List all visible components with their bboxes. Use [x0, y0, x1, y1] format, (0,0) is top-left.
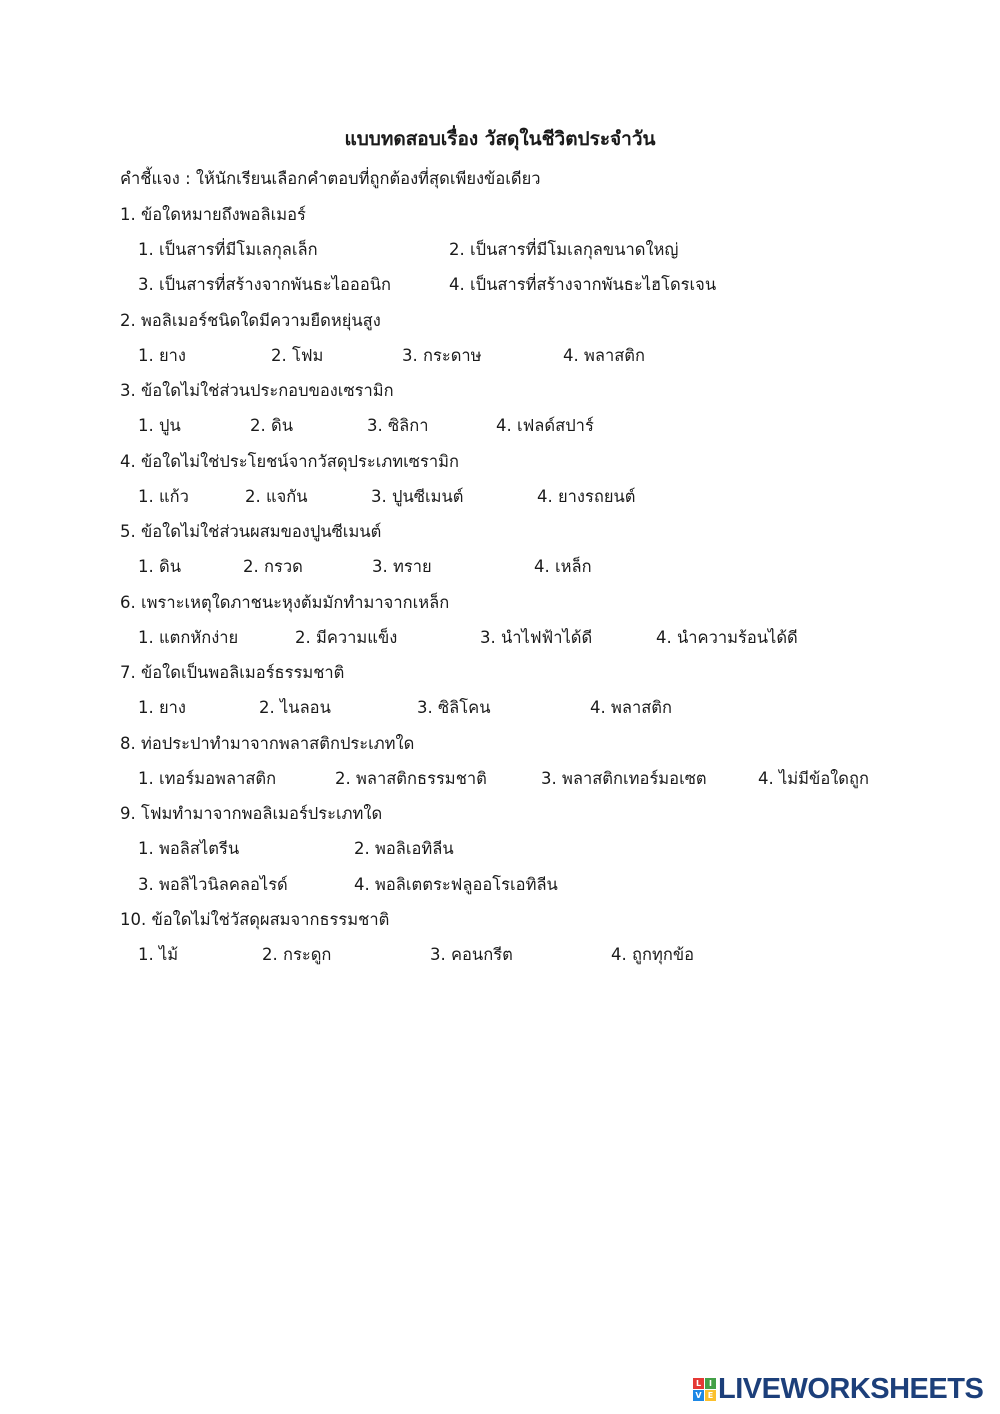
- q9-option-4[interactable]: 4. พอลิเตตระฟลูออโรเอทิลีน: [354, 875, 558, 894]
- q10-option-2[interactable]: 2. กระดูก: [262, 945, 332, 964]
- q10-option-1[interactable]: 1. ไม้: [138, 945, 179, 964]
- question-4: 4. ข้อใดไม่ใช่ประโยชน์จากวัสดุประเภทเซรามิก: [120, 452, 459, 471]
- q1-option-2[interactable]: 2. เป็นสารที่มีโมเลกุลขนาดใหญ่: [449, 240, 679, 259]
- logo-icon-tile-e: E: [705, 1390, 716, 1401]
- q1-option-1[interactable]: 1. เป็นสารที่มีโมเลกุลเล็ก: [138, 240, 318, 259]
- worksheet-title: แบบทดสอบเรื่อง วัสดุในชีวิตประจำวัน: [344, 128, 656, 150]
- q1-option-4[interactable]: 4. เป็นสารที่สร้างจากพันธะไฮโดรเจน: [449, 275, 717, 294]
- q3-option-4[interactable]: 4. เฟลด์สปาร์: [496, 416, 594, 435]
- q5-option-3[interactable]: 3. ทราย: [372, 557, 432, 576]
- q5-option-4[interactable]: 4. เหล็ก: [534, 557, 592, 576]
- q3-option-1[interactable]: 1. ปูน: [138, 416, 181, 435]
- q4-option-1[interactable]: 1. แก้ว: [138, 487, 189, 506]
- q1-option-3[interactable]: 3. เป็นสารที่สร้างจากพันธะไอออนิก: [138, 275, 392, 294]
- logo-icon-tile-l: L: [693, 1378, 704, 1389]
- q2-option-1[interactable]: 1. ยาง: [138, 346, 186, 365]
- q6-option-2[interactable]: 2. มีความแข็ง: [295, 628, 398, 647]
- q3-option-3[interactable]: 3. ซิลิกา: [367, 416, 429, 435]
- instructions: คำชี้แจง : ให้นักเรียนเลือกคำตอบที่ถูกต้องที่สุดเพียงข้อเดียว: [120, 169, 541, 188]
- q9-option-1[interactable]: 1. พอลิสไตรีน: [138, 839, 240, 858]
- q9-option-3[interactable]: 3. พอลิไวนิลคลอไรด์: [138, 875, 288, 894]
- liveworksheets-logo-text: LIVEWORKSHEETS: [718, 1372, 984, 1405]
- logo-icon-tile-i: I: [705, 1378, 716, 1389]
- question-7: 7. ข้อใดเป็นพอลิเมอร์ธรรมชาติ: [120, 663, 345, 682]
- q10-option-3[interactable]: 3. คอนกรีต: [430, 945, 513, 964]
- question-1: 1. ข้อใดหมายถึงพอลิเมอร์: [120, 205, 306, 224]
- question-10: 10. ข้อใดไม่ใช่วัสดุผสมจากธรรมชาติ: [120, 910, 390, 929]
- question-9: 9. โฟมทำมาจากพอลิเมอร์ประเภทใด: [120, 804, 383, 823]
- q7-option-1[interactable]: 1. ยาง: [138, 698, 186, 717]
- q3-option-2[interactable]: 2. ดิน: [250, 416, 293, 435]
- q4-option-4[interactable]: 4. ยางรถยนต์: [537, 487, 636, 506]
- question-2: 2. พอลิเมอร์ชนิดใดมีความยืดหยุ่นสูง: [120, 311, 381, 330]
- liveworksheets-logo: [693, 1374, 983, 1404]
- question-8: 8. ท่อประปาทำมาจากพลาสติกประเภทใด: [120, 734, 415, 753]
- q4-option-2[interactable]: 2. แจกัน: [245, 487, 308, 506]
- question-6: 6. เพราะเหตุใดภาชนะหุงต้มมักทำมาจากเหล็ก: [120, 593, 450, 612]
- q2-option-3[interactable]: 3. กระดาษ: [402, 346, 482, 365]
- q8-option-1[interactable]: 1. เทอร์มอพลาสติก: [138, 769, 277, 788]
- q7-option-2[interactable]: 2. ไนลอน: [259, 698, 331, 717]
- q5-option-2[interactable]: 2. กรวด: [243, 557, 303, 576]
- question-5: 5. ข้อใดไม่ใช่ส่วนผสมของปูนซีเมนต์: [120, 522, 382, 541]
- q8-option-4[interactable]: 4. ไม่มีข้อใดถูก: [758, 769, 869, 788]
- q9-option-2[interactable]: 2. พอลิเอทิลีน: [354, 839, 454, 858]
- q2-option-2[interactable]: 2. โฟม: [271, 346, 324, 365]
- q8-option-2[interactable]: 2. พลาสติกธรรมชาติ: [335, 769, 487, 788]
- q4-option-3[interactable]: 3. ปูนซีเมนต์: [371, 487, 464, 506]
- q8-option-3[interactable]: 3. พลาสติกเทอร์มอเซต: [541, 769, 707, 788]
- q10-option-4[interactable]: 4. ถูกทุกข้อ: [611, 945, 695, 964]
- q6-option-4[interactable]: 4. นำความร้อนได้ดี: [656, 628, 798, 647]
- logo-icon-tile-v: V: [693, 1390, 704, 1401]
- q7-option-3[interactable]: 3. ซิลิโคน: [417, 698, 491, 717]
- q7-option-4[interactable]: 4. พลาสติก: [590, 698, 673, 717]
- q6-option-1[interactable]: 1. แตกหักง่าย: [138, 628, 239, 647]
- q6-option-3[interactable]: 3. นำไฟฟ้าได้ดี: [480, 628, 593, 647]
- q2-option-4[interactable]: 4. พลาสติก: [563, 346, 646, 365]
- question-3: 3. ข้อใดไม่ใช่ส่วนประกอบของเซรามิก: [120, 381, 394, 400]
- liveworksheets-logo-icon: [693, 1378, 716, 1401]
- q5-option-1[interactable]: 1. ดิน: [138, 557, 181, 576]
